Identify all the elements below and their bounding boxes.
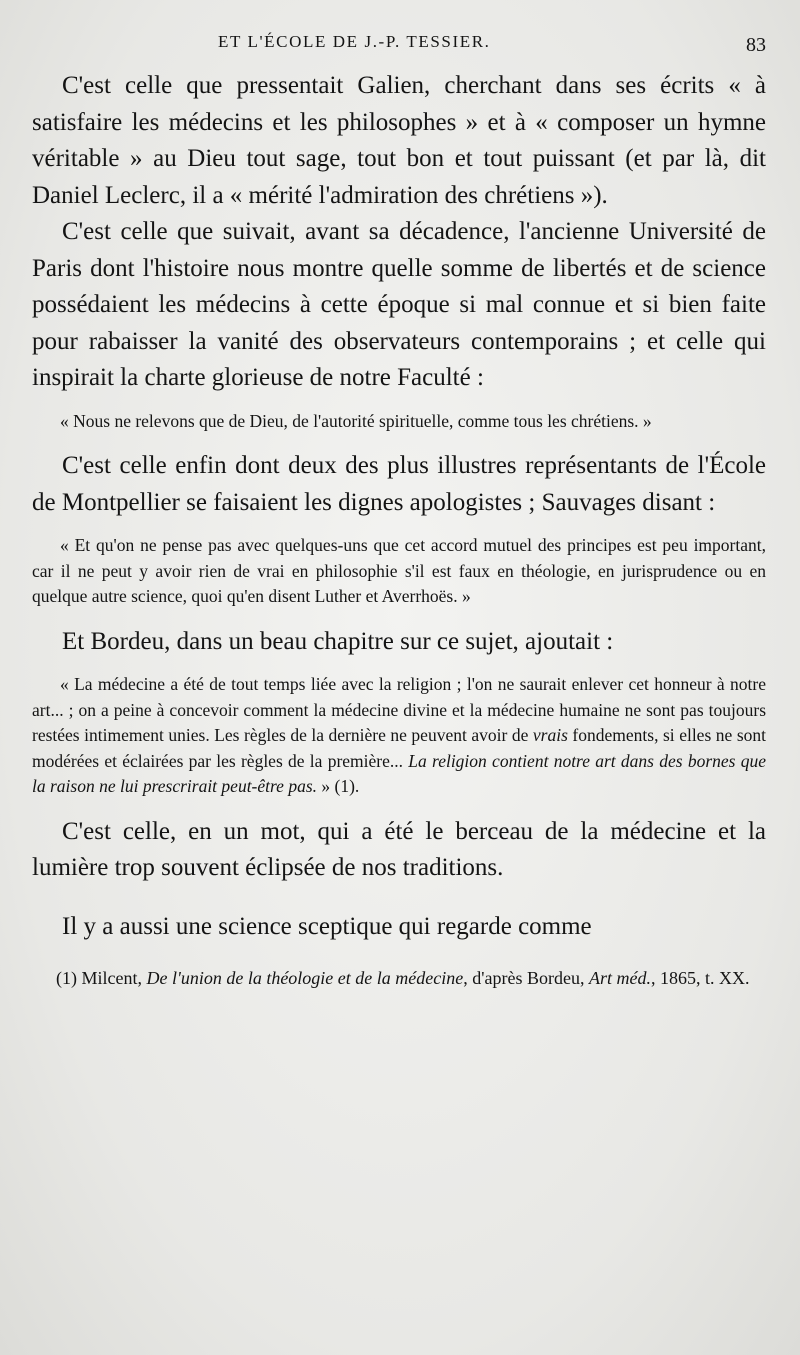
footnote-tail: , 1865, t. XX. — [650, 968, 750, 988]
quote-bordeu-mid: fondements, si elles ne sont modérées et éclairées par les règles de la première... — [32, 725, 767, 771]
page-header — [0, 32, 800, 58]
footnote-marker: (1) Milcent, — [56, 968, 147, 988]
quote-bordeu-lead: « La médecine a été de tout temps liée avec la religion ; l'on ne saurait enlever cet honneur à notre art... ; on a peine à concevoir comment la médecine divine et la médecine humaine ne sont pas toujours restées intimement unies. Les règles de la dernière ne peuvent avoir de — [32, 674, 766, 745]
running-head: ET L'ÉCOLE DE J.-P. TESSIER. — [218, 32, 491, 51]
paragraph-galien: C'est celle que pressentait Galien, cherchant dans ses écrits « à satisfaire les médecins et les philosophes » et à « composer un hymne véritable » au Dieu tout sage, tout bon et tout puissant (et par là, dit Daniel Leclerc, il a « mérité l'admiration des chrétiens »). — [32, 72, 766, 209]
page-number: 83 — [746, 34, 766, 56]
quote-charte: « Nous ne relevons que de Dieu, de l'autorité spirituelle, comme tous les chrétiens. » — [60, 410, 652, 431]
paragraph-sceptique: Il y a aussi une science sceptique qui regarde comme — [62, 912, 592, 940]
footnote-source: Art méd. — [588, 968, 651, 988]
footnote — [32, 965, 766, 991]
quote-sauvages: « Et qu'on ne pense pas avec quelques-uns que cet accord mutuel des principes est peu important, car il ne peut y avoir rien de vrai en philosophie s'il est faux en théologie, en jurisprudence ou en quelque autre science, quoi qu'en disent Luther et Averrhoës. » — [32, 535, 766, 606]
paragraph-montpellier: C'est celle enfin dont deux des plus illustres représentants de l'École de Montpellier se faisaient les dignes apologistes ; Sauvages disant : — [32, 452, 766, 516]
paragraph-universite: C'est celle que suivait, avant sa décadence, l'ancienne Université de Paris dont l'histoire nous montre quelle somme de libertés et de science possédaient les médecins à cette époque si mal connue et si bien faite pour rabaisser la vanité des observateurs contemporains ; et celle qui inspirait la charte glorieuse de notre Faculté : — [32, 218, 766, 391]
paragraph-bordeu: Et Bordeu, dans un beau chapitre sur ce sujet, ajoutait : — [62, 627, 614, 655]
page-body — [32, 68, 766, 991]
quote-bordeu-vrais: vrais — [532, 725, 568, 745]
paragraph-berceau: C'est celle, en un mot, qui a été le berceau de la médecine et la lumière trop souvent éclipsée de nos traditions. — [32, 817, 766, 881]
footnote-title: De l'union de la théologie et de la médecine — [146, 968, 464, 988]
quote-bordeu — [32, 672, 766, 800]
quote-bordeu-tail: » (1). — [317, 776, 360, 796]
footnote-mid: , d'après Bordeu, — [463, 968, 589, 988]
quote-bordeu-italic: La religion contient notre art dans des bornes que la raison ne lui prescrirait peut-être pas. — [32, 750, 767, 796]
